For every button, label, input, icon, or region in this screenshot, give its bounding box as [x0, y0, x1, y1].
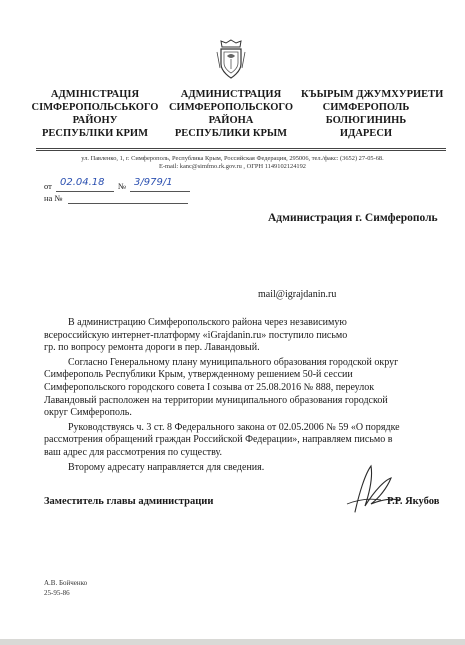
header-line: ИДАРЕСИ	[339, 128, 393, 139]
header-line: АДМИНИСТРАЦИЯ	[180, 89, 282, 100]
body-line: Симферополь Республики Крым, утвержденному решением 50-й сессии	[44, 369, 353, 381]
header-line: РЕСПУБЛИКИ КРЫМ	[174, 128, 288, 139]
header-divider	[36, 148, 446, 149]
email-line: E-mail: kanc@simfmo.rk.gov.ru , ОГРН 1149102124192	[158, 163, 307, 170]
header-line: КЪЫРЫМ ДЖУМХУРИЕТИ	[301, 89, 444, 100]
body-line: В администрацию Симферопольского района через независимую	[68, 317, 347, 328]
handwritten-number: 3/979/1	[134, 177, 173, 188]
body-line: Лавандовый расположен на территории муниципального образования городской	[44, 394, 388, 406]
body-line: всероссийскую интернет-платформу «iGrajdanin.ru» поступило письмо	[44, 329, 348, 341]
signatory-name: Р.Р. Якубов	[387, 496, 440, 507]
executor-name: А.В. Бойченко	[44, 579, 88, 587]
body-line: Руководствуясь ч. 3 ст. 8 Федерального закона от 02.05.2006 № 59 «О порядке	[68, 421, 400, 433]
header-line: РАЙОНА	[208, 115, 254, 126]
handwritten-date: 02.04.18	[60, 177, 105, 188]
handwritten-signature-icon	[335, 460, 405, 520]
page-bottom-edge	[0, 639, 465, 645]
date-label: от	[44, 181, 52, 191]
reference-underline	[68, 202, 188, 204]
body-line: гр. по вопросу ремонта дороги в пер. Лавандовый.	[44, 342, 260, 354]
header-ukrainian	[30, 88, 160, 140]
header-crimean-tatar	[301, 88, 444, 140]
reference-label: на №	[44, 193, 63, 203]
executor-phone: 25-95-86	[44, 589, 70, 597]
letter-body	[44, 317, 444, 474]
recipient-email: mail@igrajdanin.ru	[258, 289, 337, 300]
body-line: Симферопольского городского совета I созыва от 25.08.2016 № 888, переулок	[44, 381, 375, 393]
coat-of-arms-icon	[216, 38, 246, 80]
paragraph-1	[44, 317, 444, 355]
header-line: АДМІНІСТРАЦІЯ	[50, 89, 140, 100]
header-russian	[166, 88, 296, 140]
header-line: БОЛЮГИНИНЬ	[325, 115, 407, 126]
header-line: РАЙОНУ	[72, 115, 118, 126]
body-line: округ Симферополь.	[44, 407, 132, 419]
signatory-title: Заместитель главы администрации	[44, 496, 214, 507]
paragraph-2	[44, 357, 444, 420]
header-line: СИМФЕРОПОЛЬ	[322, 102, 410, 113]
header-line: СІМФЕРОПОЛЬСЬКОГО	[31, 102, 159, 113]
header-line: РЕСПУБЛІКИ КРИМ	[42, 128, 148, 139]
body-line: Второму адресату направляется для сведения.	[68, 461, 265, 473]
number-label: №	[118, 181, 127, 191]
header-divider	[36, 150, 446, 151]
paragraph-3	[44, 422, 444, 460]
body-line: рассмотрения обращений граждан Российской Федерации», направляем письмо в	[44, 434, 393, 446]
number-underline	[130, 190, 190, 192]
header-line: СИМФЕРОПОЛЬСКОГО	[168, 102, 294, 113]
body-line: Согласно Генеральному плану муниципального образования городской округ	[68, 356, 399, 368]
address-line: ул. Павленко, 1, г. Симферополь, Республика Крым, Российская Федерация, 295006, тел./факс: (3652) 27-05-68.	[81, 155, 384, 162]
recipient: Администрация г. Симферополь	[268, 212, 438, 224]
body-line: ваш адрес для рассмотрения по существу.	[44, 446, 223, 458]
date-underline	[56, 190, 114, 192]
